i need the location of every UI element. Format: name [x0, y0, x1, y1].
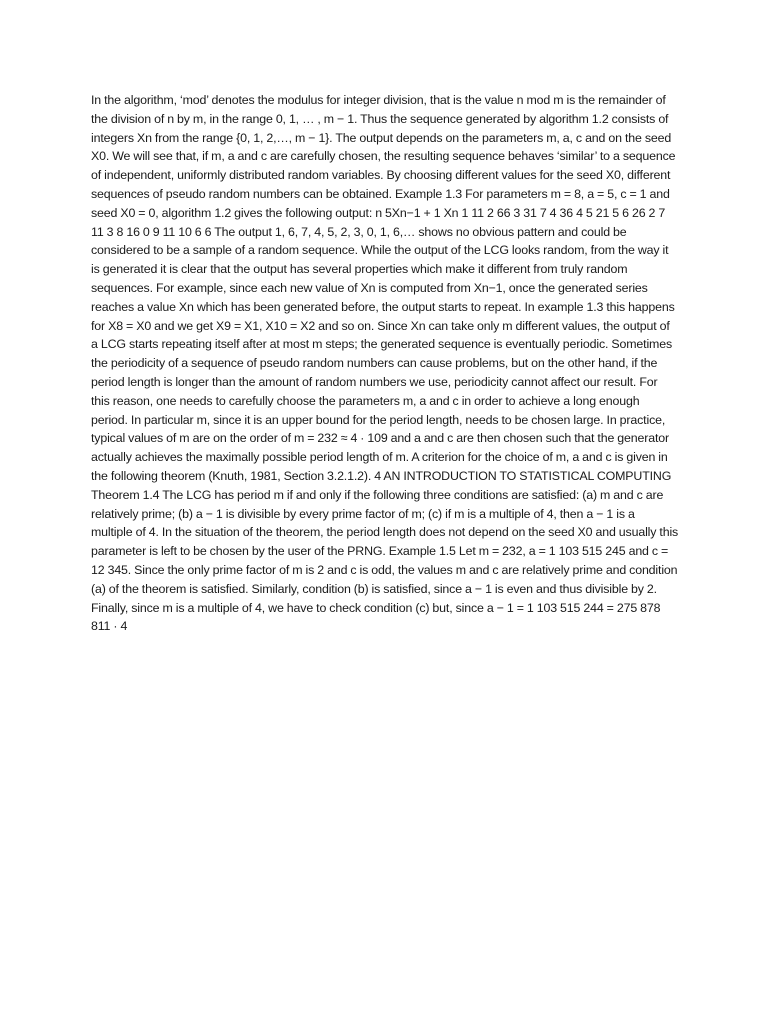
body-paragraph: In the algorithm, ‘mod’ denotes the modulus for integer division, that is the value n mod m is the remainder of the division of n by m, in the range 0, 1, … , m − 1. Thus the sequence generated by algorithm 1.2 consists of integers Xn from the range {0, 1, 2,…, m − 1}. The output depends on the parameters m, a, c and on the seed X0. We will see that, if m, a and c are carefully chosen, the resulting sequence behaves ‘similar’ to a sequence of independent, uniformly distributed random variables. By choosing different values for the seed X0, different sequences of pseudo random numbers can be obtained. Example 1.3 For parameters m = 8, a = 5, c = 1 and seed X0 = 0, algorithm 1.2 gives the following output: n 5Xn−1 + 1 Xn 1 11 2 66 3 31 7 4 36 4 5 21 5 6 26 2 7 11 3 8 16 0 9 11 10 6 6 The output 1, 6, 7, 4, 5, 2, 3, 0, 1, 6,… shows no obvious pattern and could be considered to be a sample of a random sequence. While the output of the LCG looks random, from the way it is generated it is clear that the output has several properties which make it different from truly random sequences. For example, since each new value of Xn is computed from Xn−1, once the generated series reaches a value Xn which has been generated before, the output starts to repeat. In example 1.3 this happens for X8 = X0 and we get X9 = X1, X10 = X2 and so on. Since Xn can take only m different values, the output of a LCG starts repeating itself after at most m steps; the generated sequence is eventually periodic. Sometimes the periodicity of a sequence of pseudo random numbers can cause problems, but on the other hand, if the period length is longer than the amount of random numbers we use, periodicity cannot affect our result. For this reason, one needs to carefully choose the parameters m, a and c in order to achieve a long enough period. In particular m, since it is an upper bound for the period length, needs to be chosen large. In practice, typical values of m are on the order of m = 232 ≈ 4 · 109 and a and c are then chosen such that the generator actually achieves the maximally possible period length of m. A criterion for the choice of m, a and c is given in the following theorem (Knuth, 1981, Section 3.2.1.2). 4 AN INTRODUCTION TO STATISTICAL COMPUTING Theorem 1.4 The LCG has period m if and only if the following three conditions are satisfied: (a) m and c are relatively prime; (b) a − 1 is divisible by every prime factor of m; (c) if m is a multiple of 4, then a − 1 is a multiple of 4. In the situation of the theorem, the period length does not depend on the seed X0 and usually this parameter is left to be chosen by the user of the PRNG. Example 1.5 Let m = 232, a = 1 103 515 245 and c = 12 345. Since the only prime factor of m is 2 and c is odd, the values m and c are relatively prime and condition (a) of the theorem is satisfied. Similarly, condition (b) is satisfied, since a − 1 is even and thus divisible by 2. Finally, since m is a multiple of 4, we have to check condition (c) but, since a − 1 = 1 103 515 244 = 275 878 811 · 4 [91, 93, 679, 634]
